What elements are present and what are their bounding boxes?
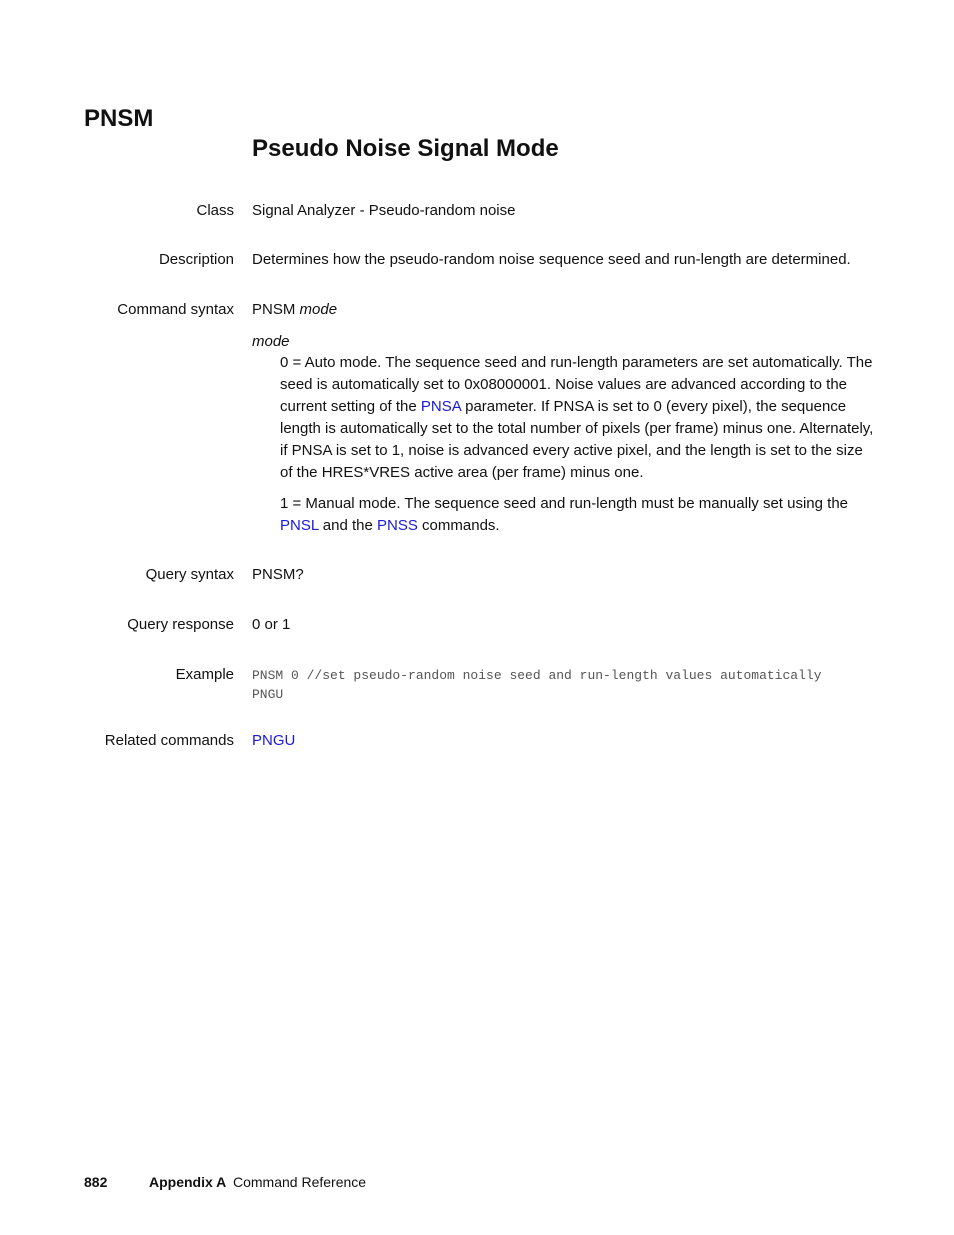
manual-text-a: 1 = Manual mode. The sequence seed and run-length must be manually set using the [280, 495, 849, 512]
related-commands-label: Related commands [104, 732, 234, 749]
class-value: Signal Analyzer - Pseudo-random noise [252, 202, 516, 219]
class-label: Class [196, 202, 234, 219]
pnsl-link[interactable]: PNSL [280, 517, 319, 534]
param-manual-description [280, 493, 874, 537]
query-syntax-value: PNSM? [252, 566, 304, 583]
command-syntax-label: Command syntax [117, 301, 234, 318]
command-heading: PNSM [84, 105, 154, 132]
manual-text-c: commands. [417, 517, 500, 534]
auto-text-b: parameter. If PNSA is set to 0 (every pixel), the sequence length is automatically set to the total number of pixels (per frame) minus one. Alternately, if PNSA is set to 1, noise is advanced every active pixel, and the length is set to the size of the HRES*VRES active area (per frame) minus one. [280, 398, 874, 481]
footer-section: Command Reference [233, 1174, 367, 1190]
command-syntax-value [252, 299, 874, 321]
footer-appendix: Appendix A [149, 1174, 227, 1190]
query-response-value: 0 or 1 [252, 616, 291, 633]
description-value: Determines how the pseudo-random noise sequence seed and run-length are determined. [252, 251, 851, 268]
query-syntax-label: Query syntax [145, 566, 234, 583]
example-label: Example [175, 666, 234, 683]
example-code-line: PNSM 0 //set pseudo-random noise seed and run-length values automatically [252, 668, 822, 683]
query-response-label: Query response [127, 616, 234, 633]
param-name: mode [252, 333, 290, 350]
pnss-link[interactable]: PNSS [377, 517, 418, 534]
auto-text-a: 0 = Auto mode. The sequence seed and run-length parameters are set automatically. The seed is automatically set to 0x08000001. Noise values are advanced according to the current setting of the [280, 354, 873, 415]
param-auto-description [280, 352, 874, 484]
page-number: 882 [84, 1174, 108, 1190]
description-label: Description [158, 251, 234, 268]
example-code [252, 666, 874, 704]
page-title: Pseudo Noise Signal Mode [252, 135, 559, 162]
command-syntax-param: mode [299, 301, 338, 318]
example-code-line: PNGU [252, 687, 284, 702]
pngu-link[interactable]: PNGU [252, 732, 296, 749]
command-syntax-cmd: PNSM [252, 301, 296, 318]
pnsa-link[interactable]: PNSA [420, 398, 461, 415]
manual-text-b: and the [318, 517, 378, 534]
